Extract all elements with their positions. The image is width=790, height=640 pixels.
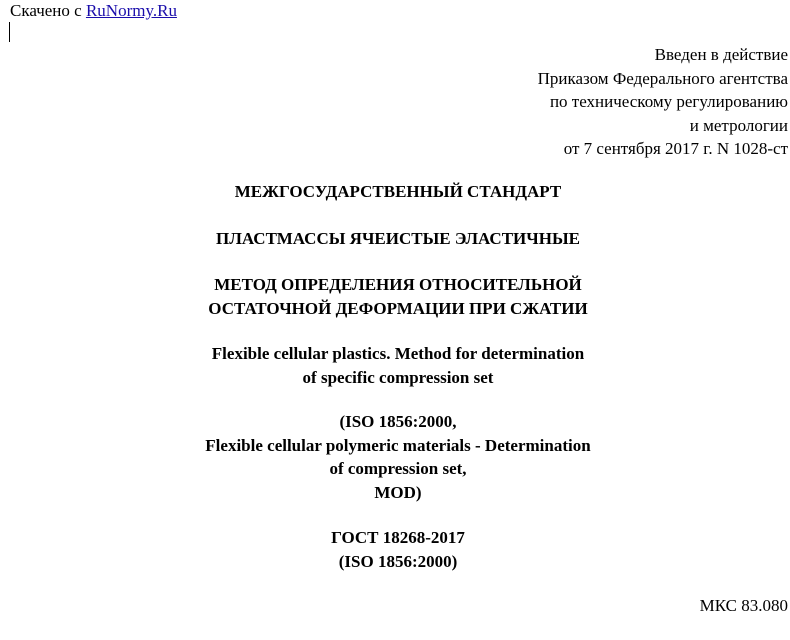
english-title-line: of specific compression set — [302, 367, 494, 387]
iso-reference-line: Flexible cellular polymeric materials - Determination — [205, 435, 591, 455]
method-title — [0, 273, 790, 320]
standard-designation-line: ГОСТ 18268-2017 — [331, 528, 465, 547]
standard-designation — [0, 526, 790, 573]
material-text: ПЛАСТМАССЫ ЯЧЕИСТЫЕ ЭЛАСТИЧНЫЕ — [215, 229, 581, 248]
introduction-block — [538, 43, 788, 161]
source-link[interactable]: RuNormy.Ru — [85, 1, 177, 20]
introduction-line: по техническому регулированию — [549, 92, 788, 111]
method-title-line: ОСТАТОЧНОЙ ДЕФОРМАЦИИ ПРИ СЖАТИИ — [208, 298, 588, 318]
english-title — [0, 342, 790, 389]
method-title-line: МЕТОД ОПРЕДЕЛЕНИЯ ОТНОСИТЕЛЬНОЙ — [214, 275, 582, 294]
iso-reference — [0, 410, 790, 504]
source-prefix: Скачено с — [10, 1, 86, 20]
mks-classification: МКС 83.080 — [699, 596, 788, 615]
standard-designation-line: (ISO 1856:2000) — [338, 551, 458, 571]
introduction-line: от 7 сентября 2017 г. N 1028-ст — [563, 139, 788, 158]
material-heading — [0, 227, 790, 251]
introduction-line: Приказом Федерального агентства — [537, 68, 788, 88]
iso-reference-line: (ISO 1856:2000, — [339, 412, 457, 431]
standard-type-text: МЕЖГОСУДАРСТВЕННЫЙ СТАНДАРТ — [234, 182, 562, 201]
english-title-line: Flexible cellular plastics. Method for determination — [211, 344, 585, 363]
introduction-line: Введен в действие — [654, 45, 788, 64]
iso-reference-line: MOD) — [374, 482, 422, 502]
source-line — [10, 1, 177, 21]
text-cursor — [9, 22, 10, 42]
introduction-line: и метрологии — [689, 115, 788, 135]
standard-type-heading — [0, 180, 790, 204]
iso-reference-line: of compression set, — [329, 459, 467, 478]
